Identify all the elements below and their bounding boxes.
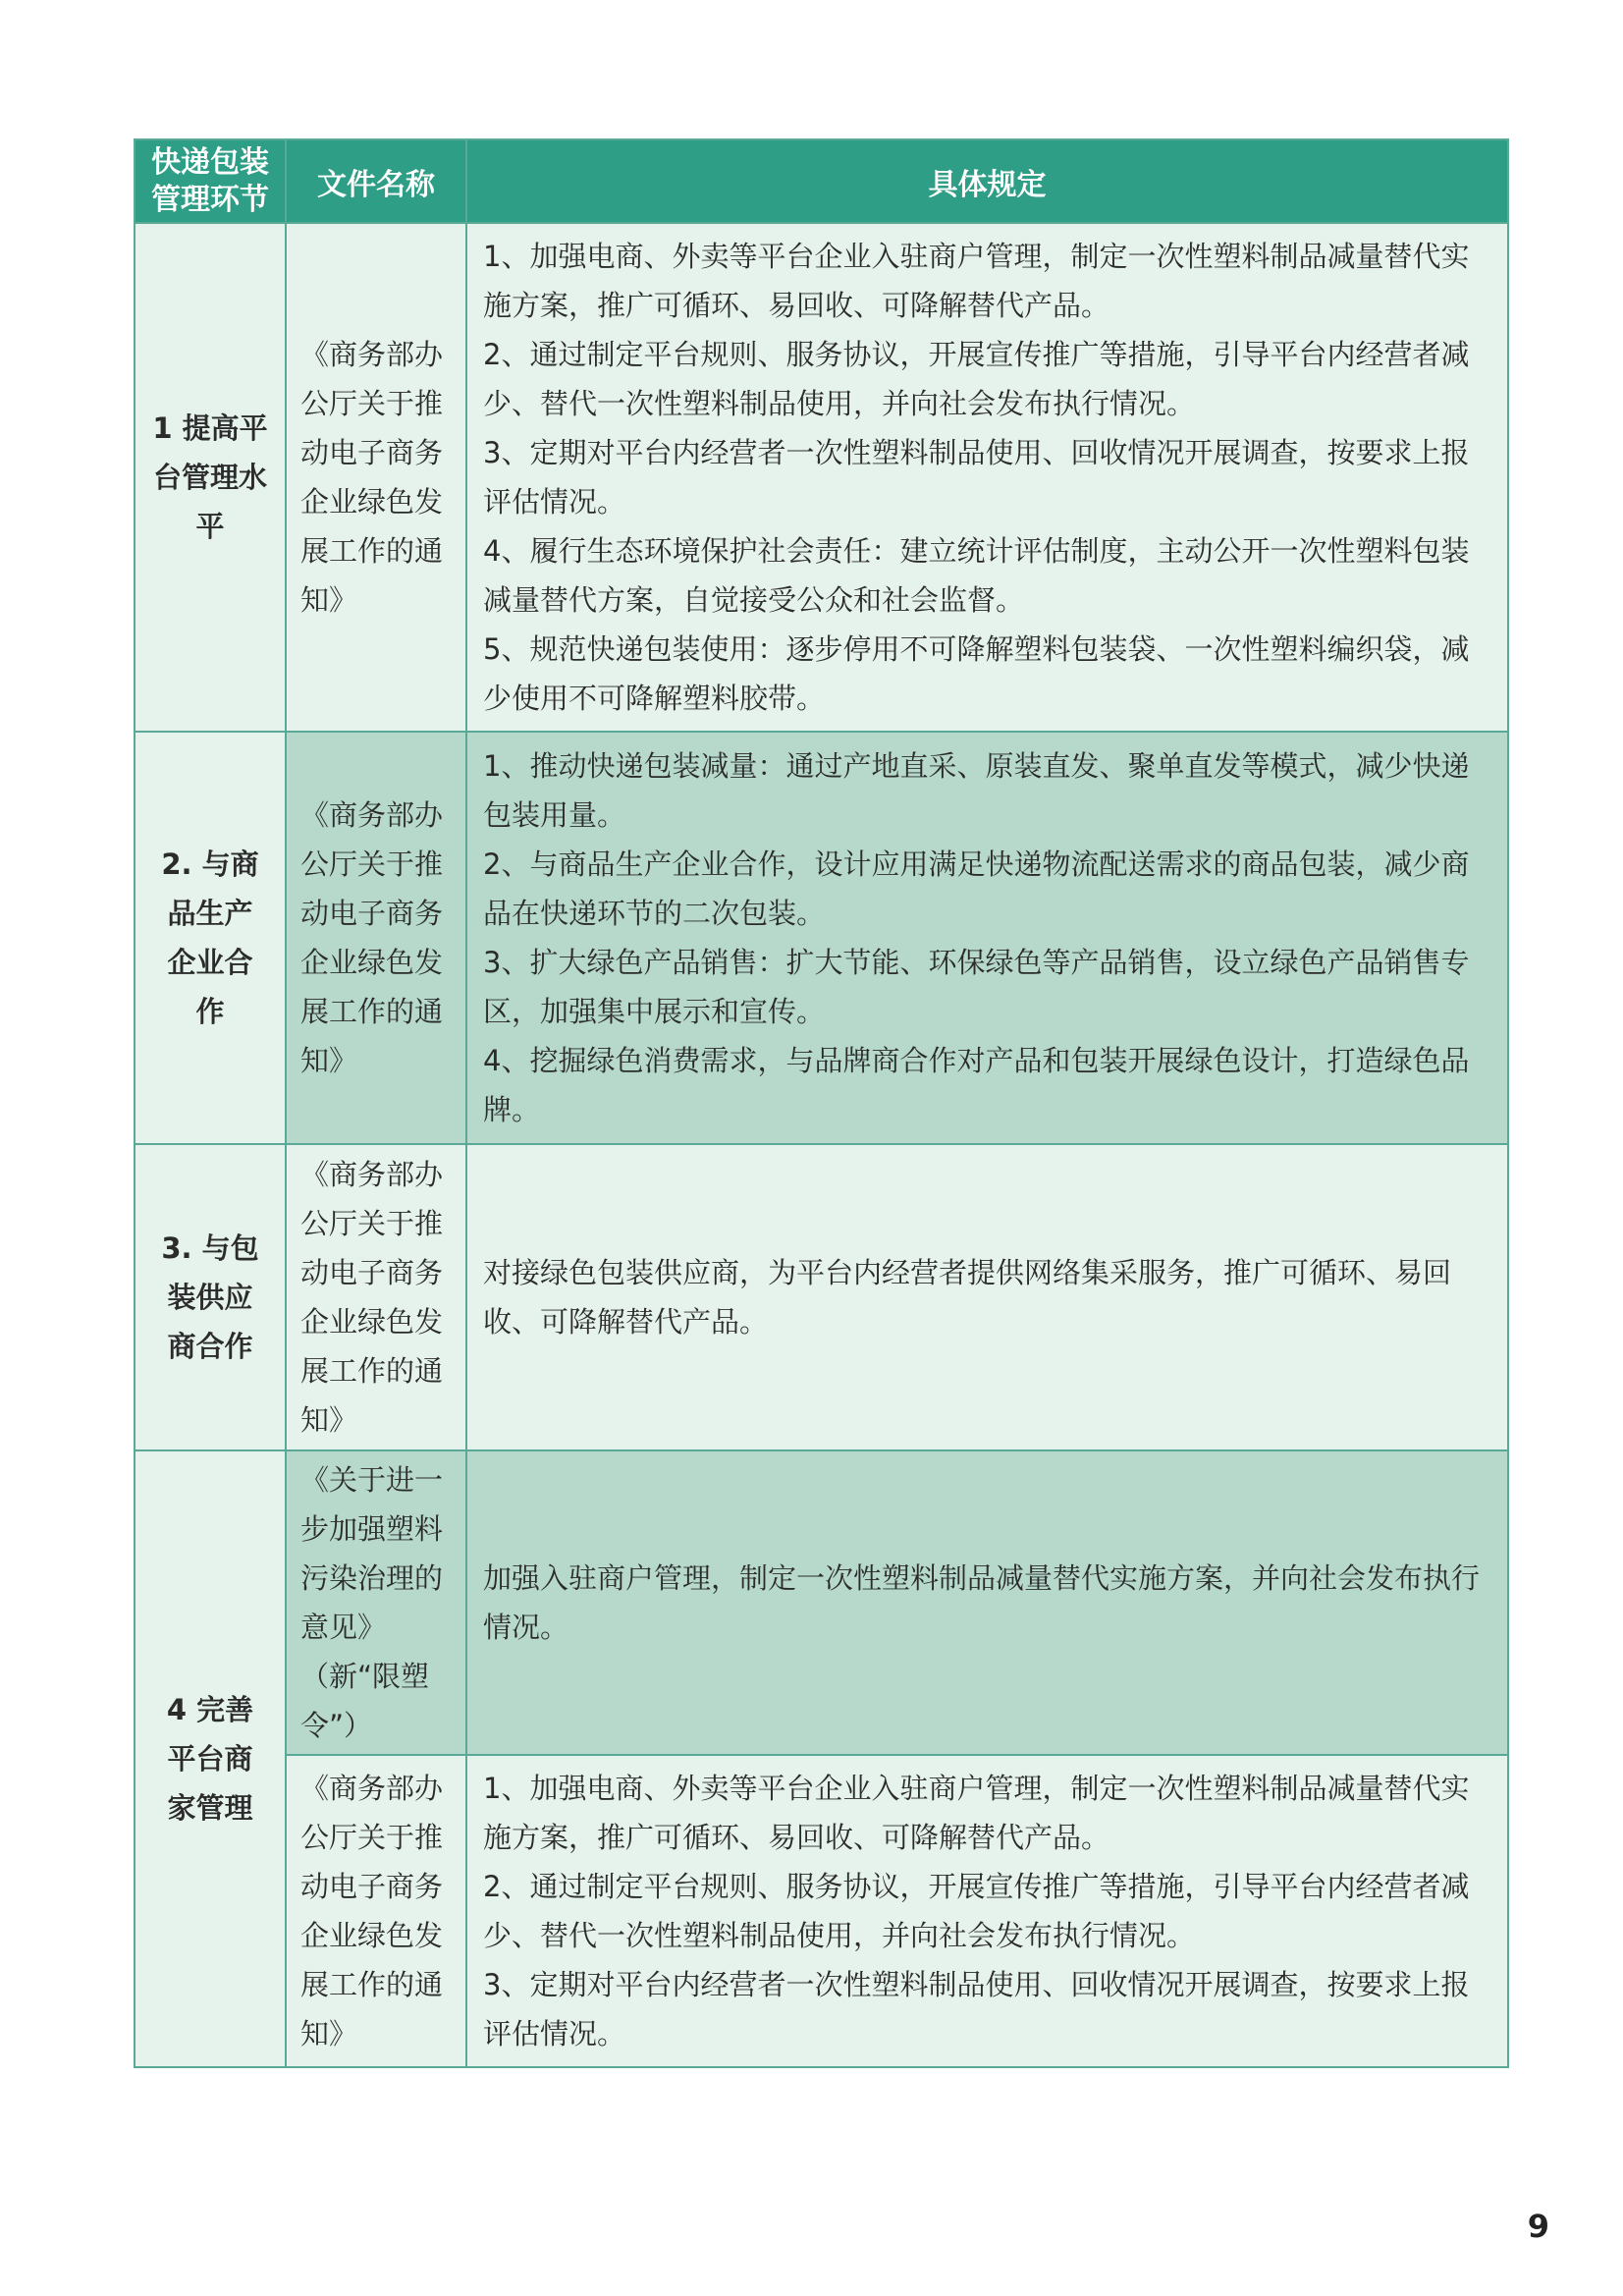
rule-item: 对接绿色包装供应商，为平台内经营者提供网络集采服务，推广可循环、易回收、可降解替代产品。: [483, 1256, 1452, 1339]
rules-cell: [466, 223, 1508, 732]
rule-item: 加强入驻商户管理，制定一次性塑料制品减量替代实施方案，并向社会发布执行情况。: [483, 1561, 1481, 1644]
rules-cell: [466, 1755, 1508, 2067]
rule-item: 4、履行生态环境保护社会责任：建立统计评估制度，主动公开一次性塑料包装减量替代方案，自觉接受公众和社会监督。: [483, 534, 1470, 617]
doc-cell: 《商务部办公厅关于推动电子商务企业绿色发展工作的通知》: [286, 1144, 466, 1450]
doc-cell: 《商务部办公厅关于推动电子商务企业绿色发展工作的通知》: [286, 223, 466, 732]
header-stage-line1: 快递包装: [151, 144, 269, 180]
rule-item: 3、定期对平台内经营者一次性塑料制品使用、回收情况开展调查，按要求上报评估情况。: [483, 436, 1470, 519]
table-row: [135, 1144, 1508, 1450]
rule-item: 5、规范快递包装使用：逐步停用不可降解塑料包装袋、一次性塑料编织袋，减少使用不可降解塑料胶带。: [483, 632, 1470, 715]
rule-item: 2、通过制定平台规则、服务协议，开展宣传推广等措施，引导平台内经营者减少、替代一次性塑料制品使用，并向社会发布执行情况。: [483, 1870, 1470, 1952]
header-stage-line2: 管理环节: [151, 182, 269, 217]
rule-item: 1、加强电商、外卖等平台企业入驻商户管理，制定一次性塑料制品减量替代实施方案，推广可循环、易回收、可降解替代产品。: [483, 240, 1470, 322]
table-row: [135, 223, 1508, 732]
header-stage: [135, 139, 286, 223]
page-number: 9: [1527, 2208, 1549, 2245]
rules-cell: [466, 1450, 1508, 1755]
regulation-table: [134, 138, 1509, 2068]
rule-item: 3、定期对平台内经营者一次性塑料制品使用、回收情况开展调查，按要求上报评估情况。: [483, 1968, 1470, 2050]
table-row: [135, 1450, 1508, 1755]
rules-cell: [466, 732, 1508, 1144]
doc-cell: 《商务部办公厅关于推动电子商务企业绿色发展工作的通知》: [286, 1755, 466, 2067]
table-row: [135, 732, 1508, 1144]
doc-cell: 《关于进一步加强塑料污染治理的意见》（新“限塑令”）: [286, 1450, 466, 1755]
stage-cell: 2. 与商品生产企业合作: [135, 732, 286, 1144]
stage-cell: 4 完善平台商家管理: [135, 1450, 286, 2067]
header-rules: 具体规定: [466, 139, 1508, 223]
rules-cell: [466, 1144, 1508, 1450]
table-header-row: [135, 139, 1508, 223]
rule-item: 3、扩大绿色产品销售：扩大节能、环保绿色等产品销售，设立绿色产品销售专区，加强集中展示和宣传。: [483, 946, 1470, 1028]
rule-item: 1、加强电商、外卖等平台企业入驻商户管理，制定一次性塑料制品减量替代实施方案，推广可循环、易回收、可降解替代产品。: [483, 1772, 1470, 1854]
table-row: [135, 1755, 1508, 2067]
header-doc: 文件名称: [286, 139, 466, 223]
doc-cell: 《商务部办公厅关于推动电子商务企业绿色发展工作的通知》: [286, 732, 466, 1144]
rule-item: 2、通过制定平台规则、服务协议，开展宣传推广等措施，引导平台内经营者减少、替代一次性塑料制品使用，并向社会发布执行情况。: [483, 338, 1470, 420]
rule-item: 1、推动快递包装减量：通过产地直采、原装直发、聚单直发等模式，减少快递包装用量。: [483, 749, 1470, 832]
stage-cell: 3. 与包装供应商合作: [135, 1144, 286, 1450]
rule-item: 4、挖掘绿色消费需求，与品牌商合作对产品和包装开展绿色设计，打造绿色品牌。: [483, 1044, 1470, 1126]
stage-cell: 1 提高平台管理水平: [135, 223, 286, 732]
rule-item: 2、与商品生产企业合作，设计应用满足快递物流配送需求的商品包装，减少商品在快递环节的二次包装。: [483, 847, 1470, 930]
